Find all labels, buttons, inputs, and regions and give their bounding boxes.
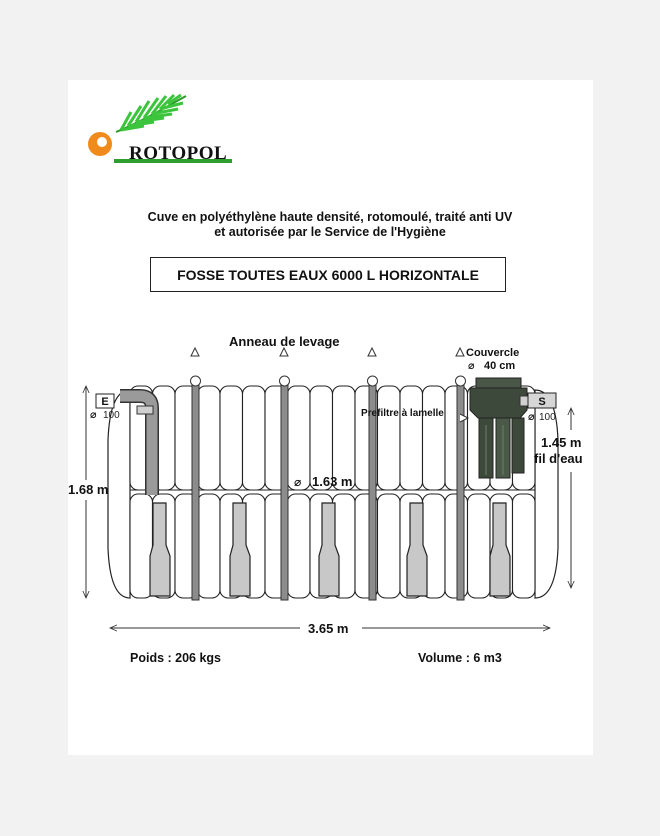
inlet-diameter-symbol: ⌀ [90,409,97,421]
tank-rib [198,386,221,490]
inlet-tag-text: E [101,396,109,408]
inner-diameter: 1.63 m [312,474,353,489]
brand-name: ROTOPOL [129,143,228,164]
cover-label: Couvercle [466,347,520,359]
lifting-point-arrows [191,348,464,356]
description-line-1: Cuve en polyéthylène haute densité, rotomoulé, traité anti UV [147,210,513,224]
tank-rib [423,386,446,490]
outlet-tag [528,393,556,408]
cover-diameter-symbol: ⌀ [468,360,475,372]
length: 3.65 m [308,621,349,636]
volume-label: Volume : 6 m3 [418,651,502,665]
outlet-diameter: 100 [539,412,556,423]
lifting-ring-label: Anneau de levage [229,334,340,349]
tank-rib [378,386,401,490]
outlet-diameter-symbol: ⌀ [528,411,535,423]
cover-diameter: 40 cm [484,360,516,372]
height-total: 1.68 m [68,482,109,497]
lifting-post [191,376,201,600]
tank-rib [400,386,423,490]
weight-label: Poids : 206 kgs [130,651,222,665]
inner-diameter-symbol: ⌀ [294,475,302,489]
prefilter-label: Prefiltre à lamelle [361,408,444,419]
lifting-post [456,376,466,600]
tank-rib [468,494,491,598]
water-level-height: 1.45 m [541,435,582,450]
inlet-diameter: 100 [103,410,120,421]
description-line-2: et autorisée par le Service de l'Hygiène [214,225,446,239]
prefilter-unit [470,378,527,478]
tank-rib [220,386,243,490]
inlet-tag [96,394,114,408]
tank-rib [378,494,401,598]
page-title-text: FOSSE TOUTES EAUX 6000 L HORIZONTALE [177,266,479,283]
tank-rib [243,386,266,490]
lifting-post [280,376,290,600]
tank-rib [513,494,536,598]
water-level-label: fil d'eau [534,451,583,466]
outlet-tag-text: S [538,396,546,408]
tank-rib [288,494,311,598]
tank-rib [198,494,221,598]
tank-rib [130,494,153,598]
